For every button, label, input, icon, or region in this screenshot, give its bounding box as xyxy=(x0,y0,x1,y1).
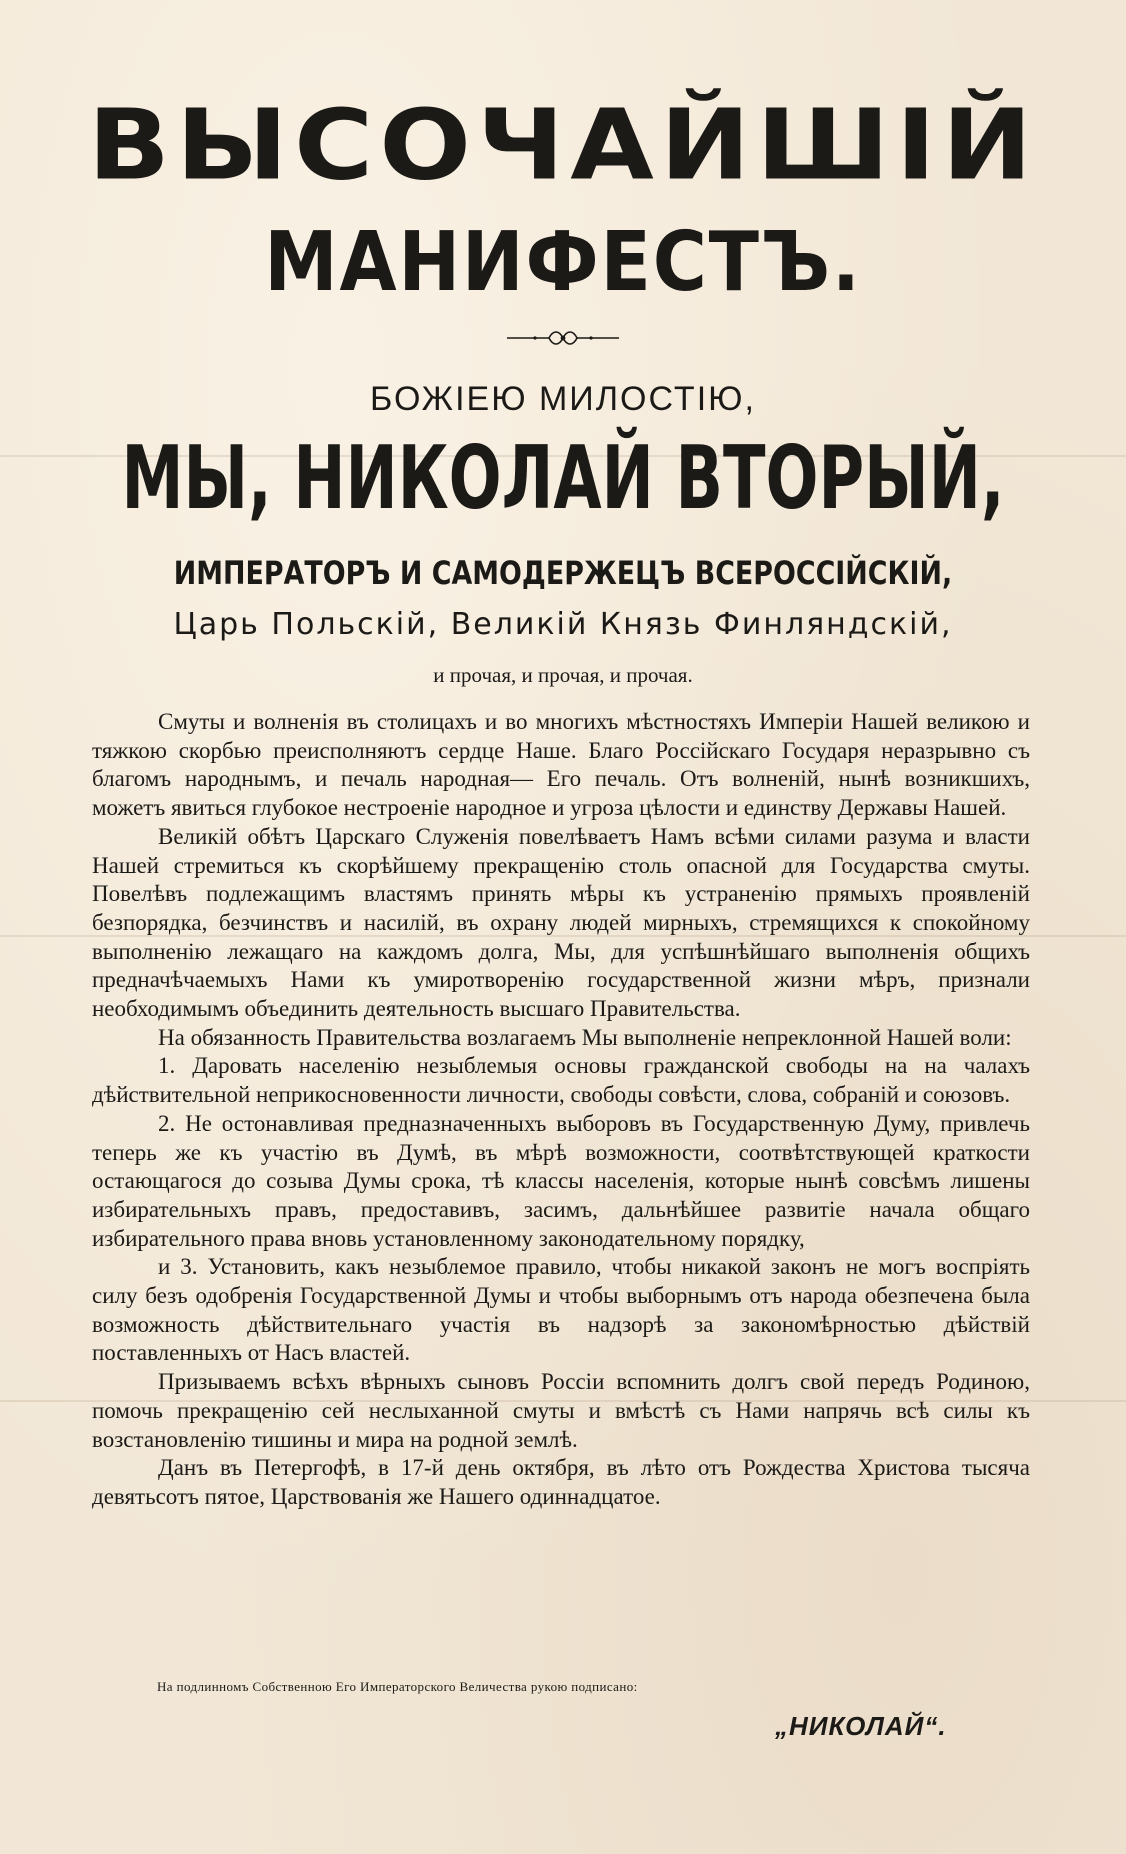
title-line-1: ВЫСОЧАЙШІЙ xyxy=(87,89,1039,202)
emperor-name: МЫ, НИКОЛАЙ ВТОРЫЙ, xyxy=(121,426,1005,529)
et-cetera-line: и прочая, и прочая, и прочая. xyxy=(433,663,693,687)
signature: „НИКОЛАЙ“. xyxy=(775,1711,947,1741)
body-paragraph: На обязанность Правительства возлагаемъ Мы выполненіе непреклонной Нашей воли: xyxy=(158,1024,1012,1050)
body-paragraph: 1. Даровать населенію незыблемыя основы гражданской свободы на на чалахъ дѣйствительной неприкосновенности личности, свободы совѣсти, слова, собраній и союзовъ. xyxy=(92,1053,1030,1108)
body-paragraph: 2. Не остонавливая предназначенныхъ выборовъ въ Государственную Думу, привлечь теперь же къ участію въ Думѣ, въ мѣрѣ возможности, соотвѣтствующей краткости остающагося до созыва Думы срока, тѣ классы населенія, которые нынѣ совсѣмъ лишены избирательныхъ правъ, предоставивъ, засимъ, дальнѣйшее развитіе начала общаго избирательного права вновь установленному законодательному порядку, xyxy=(92,1110,1030,1251)
by-grace-of-god: БОЖІЕЮ МИЛОСТІЮ, xyxy=(370,380,756,418)
emperor-title: ИМПЕРАТОРЪ И САМОДЕРЖЕЦЪ ВСЕРОССІЙСКІЙ, xyxy=(173,554,953,592)
secondary-title: Царь Польскій, Великій Князь Финляндскій, xyxy=(173,607,953,642)
signature-note: На подлинномъ Собственною Его Императорского Величества рукою подписано: xyxy=(157,1679,638,1694)
manifesto-body xyxy=(92,708,1030,1512)
body-paragraph: Смуты и волненія въ столицахъ и во многихъ мѣстностяхъ Имперіи Нашей великою и тяжкою скорбью преисполняютъ сердце Наше. Благо Россійскаго Государя неразрывно съ благомъ народнымъ, и печаль народная— Его печаль. Отъ волненій, нынѣ возникшихъ, можетъ явиться глубокое нестроеніе народное и угроза цѣлости и единству Державы Нашей. xyxy=(92,709,1030,821)
body-paragraph: Призываемъ всѣхъ вѣрныхъ сыновъ Россіи вспомнить долгъ свой передъ Родиною, помочь прекращенію сей неслыханной смуты и вмѣстѣ съ Нами напрячь всѣ силы къ возстановленію тишины и мира на родной землѣ. xyxy=(92,1369,1030,1452)
title-line-2: МАНИФЕСТЪ. xyxy=(264,215,862,310)
body-paragraph: Великій обѣтъ Царскаго Служенія повелѣваетъ Намъ всѣми силами разума и власти Нашей стремиться къ скорѣйшему прекращенію столь опасной для Государства смуты. Повелѣвъ подлежащимъ властямъ принять мѣры къ устраненію прямыхъ проявленій безпорядка, безчинствъ и насилій, въ охрану людей мирныхъ, стремящихся к спокойному выполненію лежащаго на каждомъ долга, Мы, для успѣшнѣйшаго выполненія общихъ предначѣчаемыхъ Нами къ умиротворенію государственной жизни мѣръ, признали необходимымъ объединить деятельность высшаго Правительства. xyxy=(92,823,1030,1022)
body-paragraph: и 3. Установить, какъ незыблемое правило, чтобы никакой законъ не могъ воспріять силу безъ одобренія Государственной Думы и чтобы выборнымъ отъ народа обезпечена была возможность дѣйствительнаго участія въ надзорѣ за закономѣрностью дѣйствій поставленныхъ от Насъ властей. xyxy=(92,1254,1030,1366)
ornament-divider-icon xyxy=(505,327,621,349)
body-paragraph: Данъ въ Петергофѣ, в 17-й день октября, въ лѣто отъ Рождества Христова тысяча девятьсотъ пятое, Царствованія же Нашего одиннадцатое. xyxy=(92,1455,1030,1509)
